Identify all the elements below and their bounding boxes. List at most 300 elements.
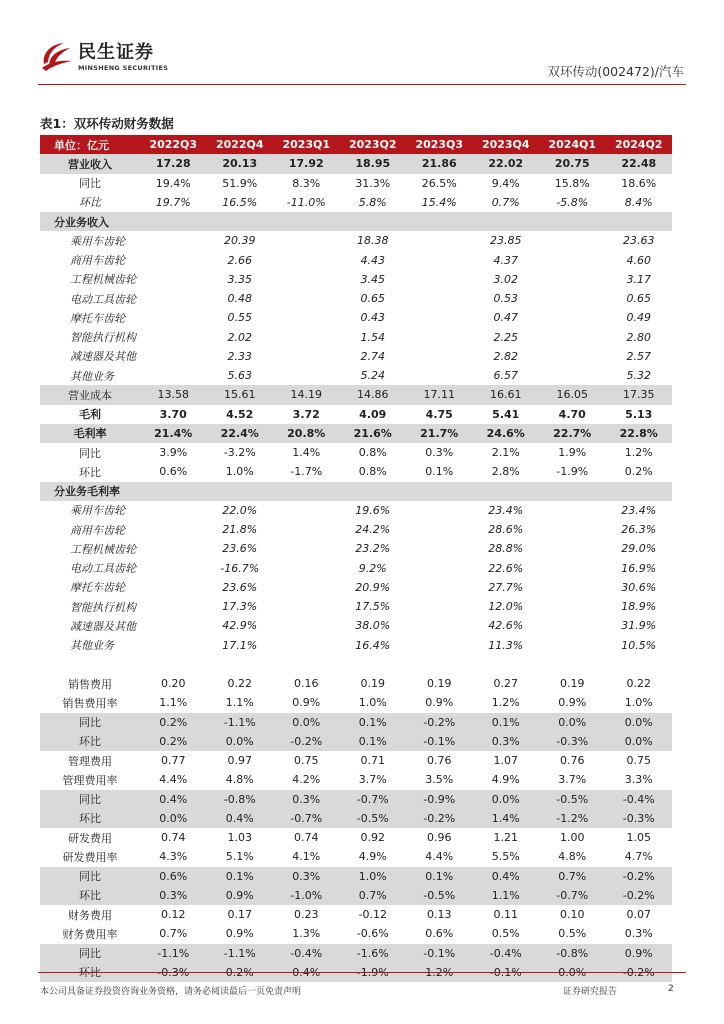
table-cell: [539, 501, 606, 520]
table-cell: [406, 251, 473, 270]
table-cell: 3.17: [626, 272, 651, 286]
table-cell: 0.07: [626, 908, 651, 922]
table-cell: 5.13: [625, 407, 653, 421]
table-cell: 2.8%: [491, 465, 520, 479]
table-cell: 1.0%: [624, 696, 653, 710]
table-title: 表1：双环传动财务数据: [40, 116, 174, 131]
table-cell: 10.5%: [621, 638, 657, 652]
table-cell: [539, 270, 606, 289]
table-cell: 20.9%: [355, 580, 391, 594]
row-label: 其他业务: [70, 639, 114, 653]
table-cell: -11.0%: [286, 195, 326, 209]
table-cell: 0.3%: [473, 732, 540, 751]
table-cell: 0.16: [294, 677, 319, 691]
table-cell: 0.27: [493, 677, 518, 691]
table-row: [40, 424, 672, 443]
row-label: 工程机械齿轮: [70, 273, 136, 287]
table-row: [40, 924, 672, 943]
table-cell: [140, 328, 207, 347]
table-cell: [273, 251, 340, 270]
table-cell: 4.2%: [292, 773, 321, 787]
table-cell: 3.3%: [624, 773, 653, 787]
table-cell: [273, 597, 340, 616]
table-cell: 0.6%: [140, 867, 207, 886]
table-cell: [539, 289, 606, 308]
table-cell: [606, 212, 673, 231]
table-cell: 1.54: [360, 330, 385, 344]
footer-divider: [38, 972, 686, 973]
table-cell: [473, 482, 540, 501]
table-cell: [140, 520, 207, 539]
table-cell: 16.4%: [355, 638, 391, 652]
table-cell: 5.41: [492, 407, 520, 421]
table-cell: 0.0%: [539, 963, 606, 982]
table-cell: 0.1%: [425, 465, 454, 479]
table-cell: 5.32: [626, 369, 651, 383]
table-cell: [140, 270, 207, 289]
table-cell: 2.80: [626, 330, 651, 344]
table-cell: -0.7%: [340, 790, 407, 809]
table-cell: 17.35: [606, 385, 673, 404]
table-cell: 4.4%: [159, 773, 188, 787]
row-label: 乘用车齿轮: [70, 504, 125, 518]
table-cell: 17.3%: [222, 600, 258, 614]
row-label: 减速器及其他: [70, 619, 136, 633]
table-cell: [140, 655, 207, 674]
table-row: [40, 308, 672, 327]
table-cell: [273, 616, 340, 635]
table-cell: -1.7%: [290, 465, 323, 479]
table-cell: [406, 597, 473, 616]
table-cell: [539, 366, 606, 385]
table-cell: -0.8%: [207, 790, 274, 809]
table-cell: 29.0%: [621, 542, 657, 556]
table-cell: 2.66: [227, 253, 252, 267]
table-cell: [340, 482, 407, 501]
table-cell: 0.20: [161, 677, 186, 691]
table-cell: [406, 308, 473, 327]
table-cell: 5.8%: [358, 195, 387, 209]
row-label: 同比: [40, 944, 140, 963]
table-cell: -0.1%: [406, 732, 473, 751]
table-cell: 17.1%: [222, 638, 258, 652]
table-cell: 4.9%: [358, 850, 387, 864]
table-cell: 4.70: [558, 407, 586, 421]
table-cell: 2.33: [227, 349, 252, 363]
table-cell: 0.1%: [340, 713, 407, 732]
table-cell: [406, 559, 473, 578]
table-cell: [273, 520, 340, 539]
table-cell: 21.6%: [340, 424, 407, 443]
table-cell: [406, 501, 473, 520]
row-label: [40, 655, 140, 674]
table-cell: 5.5%: [491, 850, 520, 864]
table-cell: 0.11: [493, 908, 518, 922]
table-row: [40, 443, 672, 462]
row-label: 环比: [40, 809, 140, 828]
table-cell: [539, 308, 606, 327]
table-row: [40, 867, 672, 886]
table-cell: 0.19: [360, 677, 385, 691]
footer-category: 证券研究报告: [563, 987, 618, 997]
table-cell: [406, 636, 473, 655]
table-cell: [140, 539, 207, 558]
table-cell: -0.2%: [273, 732, 340, 751]
table-cell: -0.7%: [273, 809, 340, 828]
table-cell: 0.4%: [473, 867, 540, 886]
table-cell: -0.6%: [356, 927, 389, 941]
logo-text-en: MINSHENG SECURITIES: [78, 64, 169, 72]
table-cell: [340, 655, 407, 674]
page-number: 2: [668, 984, 674, 994]
table-cell: 0.9%: [207, 886, 274, 905]
table-cell: [273, 308, 340, 327]
table-cell: 0.9%: [292, 696, 321, 710]
table-cell: [539, 578, 606, 597]
table-cell: 0.3%: [140, 886, 207, 905]
table-cell: 0.1%: [340, 732, 407, 751]
table-cell: 19.7%: [155, 195, 191, 209]
row-label: 同比: [40, 713, 140, 732]
table-cell: 0.4%: [273, 963, 340, 982]
table-cell: 0.65: [626, 292, 651, 306]
table-cell: 0.76: [427, 754, 452, 768]
table-cell: 28.8%: [488, 542, 524, 556]
table-cell: [406, 347, 473, 366]
table-cell: [273, 328, 340, 347]
table-cell: 42.6%: [488, 619, 524, 633]
table-cell: 5.63: [227, 369, 252, 383]
table-cell: 0.48: [227, 292, 252, 306]
table-cell: 22.02: [473, 154, 540, 173]
table-row: [40, 674, 672, 693]
table-cell: 0.47: [493, 311, 518, 325]
table-cell: -0.1%: [406, 944, 473, 963]
table-cell: 0.0%: [606, 732, 673, 751]
table-cell: 22.8%: [606, 424, 673, 443]
table-cell: 3.70: [159, 407, 187, 421]
table-cell: 21.8%: [222, 523, 258, 537]
table-cell: 20.13: [207, 154, 274, 173]
table-cell: 0.3%: [273, 790, 340, 809]
row-label: 财务费用率: [62, 927, 118, 941]
table-body: [40, 154, 672, 982]
table-cell: [207, 212, 274, 231]
table-cell: 0.0%: [473, 790, 540, 809]
table-cell: 1.1%: [159, 696, 188, 710]
table-cell: 13.58: [140, 385, 207, 404]
table-cell: [273, 578, 340, 597]
table-cell: 15.61: [207, 385, 274, 404]
table-cell: 1.9%: [558, 446, 587, 460]
table-cell: 1.07: [493, 754, 518, 768]
table-cell: 0.1%: [207, 867, 274, 886]
table-cell: 18.9%: [621, 600, 657, 614]
table-cell: 3.7%: [358, 773, 387, 787]
row-label: 智能执行机构: [70, 331, 136, 345]
table-cell: [273, 212, 340, 231]
row-label: 研发费用: [68, 831, 112, 845]
table-cell: 3.9%: [159, 446, 188, 460]
table-cell: [539, 520, 606, 539]
row-label: 环比: [79, 196, 101, 210]
table-cell: -1.1%: [207, 713, 274, 732]
table-row: [40, 174, 672, 193]
row-label: 环比: [40, 886, 140, 905]
table-cell: 0.12: [161, 908, 186, 922]
table-row: [40, 790, 672, 809]
table-cell: 22.48: [606, 154, 673, 173]
table-cell: 0.17: [227, 908, 252, 922]
table-cell: [539, 347, 606, 366]
header-divider: [38, 84, 686, 85]
table-cell: 0.3%: [624, 927, 653, 941]
table-cell: 0.6%: [159, 465, 188, 479]
row-label: 电动工具齿轮: [70, 562, 136, 576]
table-cell: 31.9%: [621, 619, 657, 633]
table-row: [40, 616, 672, 635]
table-cell: -1.9%: [340, 963, 407, 982]
stock-title: 双环传动(002472)/汽车: [547, 64, 684, 79]
table-cell: 15.8%: [554, 176, 590, 190]
table-cell: -0.7%: [539, 886, 606, 905]
table-cell: 18.95: [340, 154, 407, 173]
table-cell: 4.75: [425, 407, 453, 421]
table-cell: -0.3%: [539, 732, 606, 751]
row-label: 智能执行机构: [70, 600, 136, 614]
table-cell: -5.8%: [556, 195, 589, 209]
table-cell: [406, 520, 473, 539]
table-cell: [539, 559, 606, 578]
table-cell: 1.03: [227, 831, 252, 845]
unit-label: 单位：亿元: [40, 135, 140, 154]
table-cell: [273, 366, 340, 385]
table-cell: [340, 212, 407, 231]
row-label: 分业务收入: [40, 212, 140, 231]
table-cell: [140, 578, 207, 597]
table-cell: 0.9%: [425, 696, 454, 710]
table-cell: 1.3%: [292, 927, 321, 941]
table-cell: 23.63: [623, 234, 655, 248]
table-row: [40, 847, 672, 866]
table-cell: [140, 501, 207, 520]
table-cell: 11.3%: [488, 638, 524, 652]
row-label: 管理费用率: [62, 773, 118, 787]
table-row: [40, 770, 672, 789]
table-cell: 8.3%: [292, 176, 321, 190]
table-cell: 22.6%: [488, 561, 524, 575]
table-cell: -1.0%: [273, 886, 340, 905]
table-cell: [273, 270, 340, 289]
table-cell: [406, 231, 473, 250]
table-cell: 9.2%: [358, 561, 387, 575]
table-row: [40, 251, 672, 270]
table-cell: -16.7%: [220, 561, 260, 575]
column-header: 2023Q3: [406, 135, 473, 154]
table-cell: 21.4%: [140, 424, 207, 443]
table-cell: 19.4%: [155, 176, 191, 190]
table-cell: 0.74: [294, 831, 319, 845]
table-row: [40, 886, 672, 905]
table-cell: 0.2%: [624, 465, 653, 479]
table-row: [40, 289, 672, 308]
table-cell: 0.7%: [159, 927, 188, 941]
table-cell: [273, 231, 340, 250]
table-row: [40, 501, 672, 520]
minsheng-logo-icon: [40, 40, 74, 72]
table-cell: 23.4%: [621, 503, 657, 517]
table-cell: 6.57: [493, 369, 518, 383]
table-cell: 4.7%: [624, 850, 653, 864]
table-cell: 17.92: [273, 154, 340, 173]
row-label: 摩托车齿轮: [70, 581, 125, 595]
table-cell: 12.0%: [488, 600, 524, 614]
table-cell: 0.13: [427, 908, 452, 922]
table-row: [40, 482, 672, 501]
row-label: 财务费用: [68, 908, 112, 922]
table-row: [40, 636, 672, 655]
row-label: 摩托车齿轮: [70, 311, 125, 325]
table-cell: 3.35: [227, 272, 252, 286]
table-cell: 24.2%: [355, 523, 391, 537]
table-cell: 2.74: [360, 349, 385, 363]
table-cell: 16.9%: [621, 561, 657, 575]
table-cell: [140, 636, 207, 655]
table-cell: 0.7%: [491, 195, 520, 209]
table-cell: [539, 636, 606, 655]
table-cell: 1.1%: [473, 886, 540, 905]
table-cell: [140, 482, 207, 501]
table-cell: 0.19: [560, 677, 585, 691]
table-cell: [539, 231, 606, 250]
row-label: 营业收入: [40, 154, 140, 173]
row-label: 环比: [40, 732, 140, 751]
table-cell: 1.4%: [473, 809, 540, 828]
table-cell: 0.65: [360, 292, 385, 306]
table-cell: 3.45: [360, 272, 385, 286]
table-cell: 4.3%: [159, 850, 188, 864]
table-cell: 31.3%: [355, 176, 391, 190]
table-cell: [539, 251, 606, 270]
table-cell: 3.7%: [558, 773, 587, 787]
table-row: [40, 655, 672, 674]
table-cell: [406, 270, 473, 289]
table-cell: [406, 578, 473, 597]
table-cell: 4.9%: [491, 773, 520, 787]
table-cell: 1.2%: [491, 696, 520, 710]
table-cell: 0.97: [227, 754, 252, 768]
table-cell: [406, 366, 473, 385]
row-label: 管理费用: [68, 754, 112, 768]
table-cell: 0.8%: [358, 465, 387, 479]
table-cell: 1.1%: [225, 696, 254, 710]
table-cell: -0.2%: [406, 713, 473, 732]
table-cell: 2.82: [493, 349, 518, 363]
table-cell: 15.4%: [421, 195, 457, 209]
table-cell: -0.5%: [406, 886, 473, 905]
table-row: [40, 809, 672, 828]
table-cell: [406, 289, 473, 308]
table-cell: 2.25: [493, 330, 518, 344]
table-cell: 0.71: [360, 754, 385, 768]
row-label: 乘用车齿轮: [70, 234, 125, 248]
table-cell: [406, 655, 473, 674]
table-row: [40, 751, 672, 770]
table-cell: 0.5%: [491, 927, 520, 941]
table-row: [40, 328, 672, 347]
table-cell: 1.05: [626, 831, 651, 845]
table-cell: 1.0%: [340, 867, 407, 886]
table-cell: [273, 655, 340, 674]
table-cell: [539, 328, 606, 347]
table-cell: -0.2%: [406, 809, 473, 828]
table-cell: 14.19: [273, 385, 340, 404]
row-label: 电动工具齿轮: [70, 292, 136, 306]
table-cell: 18.38: [357, 234, 389, 248]
table-header-row: [40, 135, 672, 154]
table-cell: [406, 328, 473, 347]
table-cell: 0.0%: [606, 713, 673, 732]
table-cell: -0.2%: [606, 963, 673, 982]
column-header: 2022Q4: [207, 135, 274, 154]
table-cell: [273, 289, 340, 308]
table-cell: 2.57: [626, 349, 651, 363]
table-cell: -1.1%: [207, 944, 274, 963]
table-cell: [406, 539, 473, 558]
table-cell: [273, 482, 340, 501]
table-cell: [140, 347, 207, 366]
row-label: 研发费用率: [62, 850, 118, 864]
table-cell: 23.6%: [222, 542, 258, 556]
logo-text-cn: 民生证券: [78, 42, 154, 63]
table-row: [40, 539, 672, 558]
table-cell: 0.74: [161, 831, 186, 845]
table-cell: 4.8%: [558, 850, 587, 864]
table-cell: [406, 482, 473, 501]
table-cell: -0.2%: [606, 867, 673, 886]
table-cell: 1.4%: [292, 446, 321, 460]
table-cell: [473, 212, 540, 231]
table-row: [40, 693, 672, 712]
table-cell: -0.12: [358, 908, 387, 922]
table-cell: [140, 251, 207, 270]
table-cell: [140, 289, 207, 308]
table-cell: 0.3%: [425, 446, 454, 460]
table-cell: [539, 212, 606, 231]
table-cell: 1.2%: [624, 446, 653, 460]
table-row: [40, 154, 672, 173]
table-cell: [140, 559, 207, 578]
table-row: [40, 713, 672, 732]
table-cell: 23.85: [490, 234, 522, 248]
row-label: 同比: [40, 790, 140, 809]
table-row: [40, 828, 672, 847]
table-cell: [140, 212, 207, 231]
table-cell: -1.6%: [340, 944, 407, 963]
table-cell: 0.2%: [207, 963, 274, 982]
table-row: [40, 193, 672, 212]
table-cell: 0.53: [493, 292, 518, 306]
table-cell: 0.3%: [273, 867, 340, 886]
row-label: 销售费用: [68, 677, 112, 691]
table-cell: 0.55: [227, 311, 252, 325]
table-cell: 17.5%: [355, 600, 391, 614]
table-cell: 21.86: [406, 154, 473, 173]
table-row: [40, 366, 672, 385]
row-label: 其他业务: [70, 369, 114, 383]
table-cell: [207, 482, 274, 501]
table-cell: 0.77: [161, 754, 186, 768]
